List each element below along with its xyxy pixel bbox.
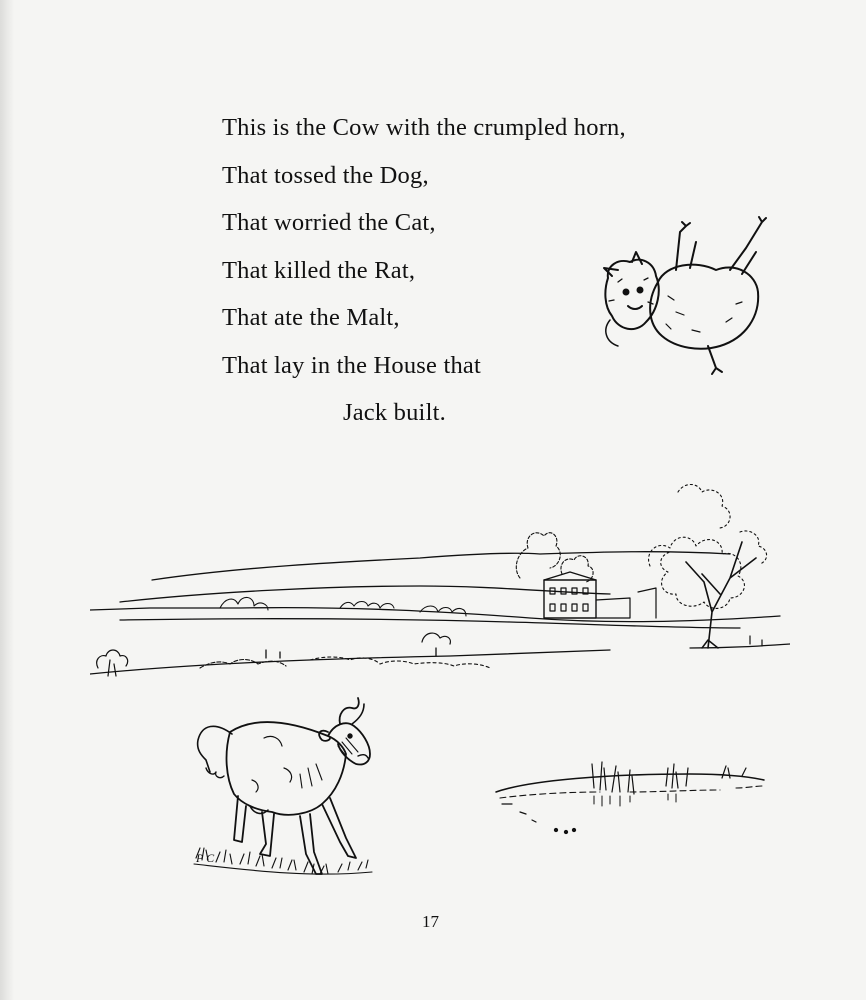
landscape-illustration	[90, 462, 790, 687]
verse-line-2: That tossed the Dog,	[222, 161, 429, 189]
tumbling-dog-illustration	[596, 212, 776, 382]
page-number: 17	[422, 912, 439, 931]
artist-initials: P C	[196, 851, 215, 865]
verse-line-6: That lay in the House that	[222, 351, 481, 379]
verse-line-1: This is the Cow with the crumpled horn,	[222, 114, 626, 141]
nursery-rhyme-verse	[222, 104, 626, 437]
verse-line-4: That killed the Rat,	[222, 256, 416, 284]
verse-line-7: Jack built.	[343, 399, 446, 426]
verse-line-3: That worried the Cat,	[222, 209, 436, 236]
page-edge-shadow	[0, 0, 14, 1000]
pond-illustration	[490, 756, 770, 846]
cow-illustration	[188, 694, 388, 884]
verse-line-5: That ate the Malt,	[222, 304, 400, 331]
